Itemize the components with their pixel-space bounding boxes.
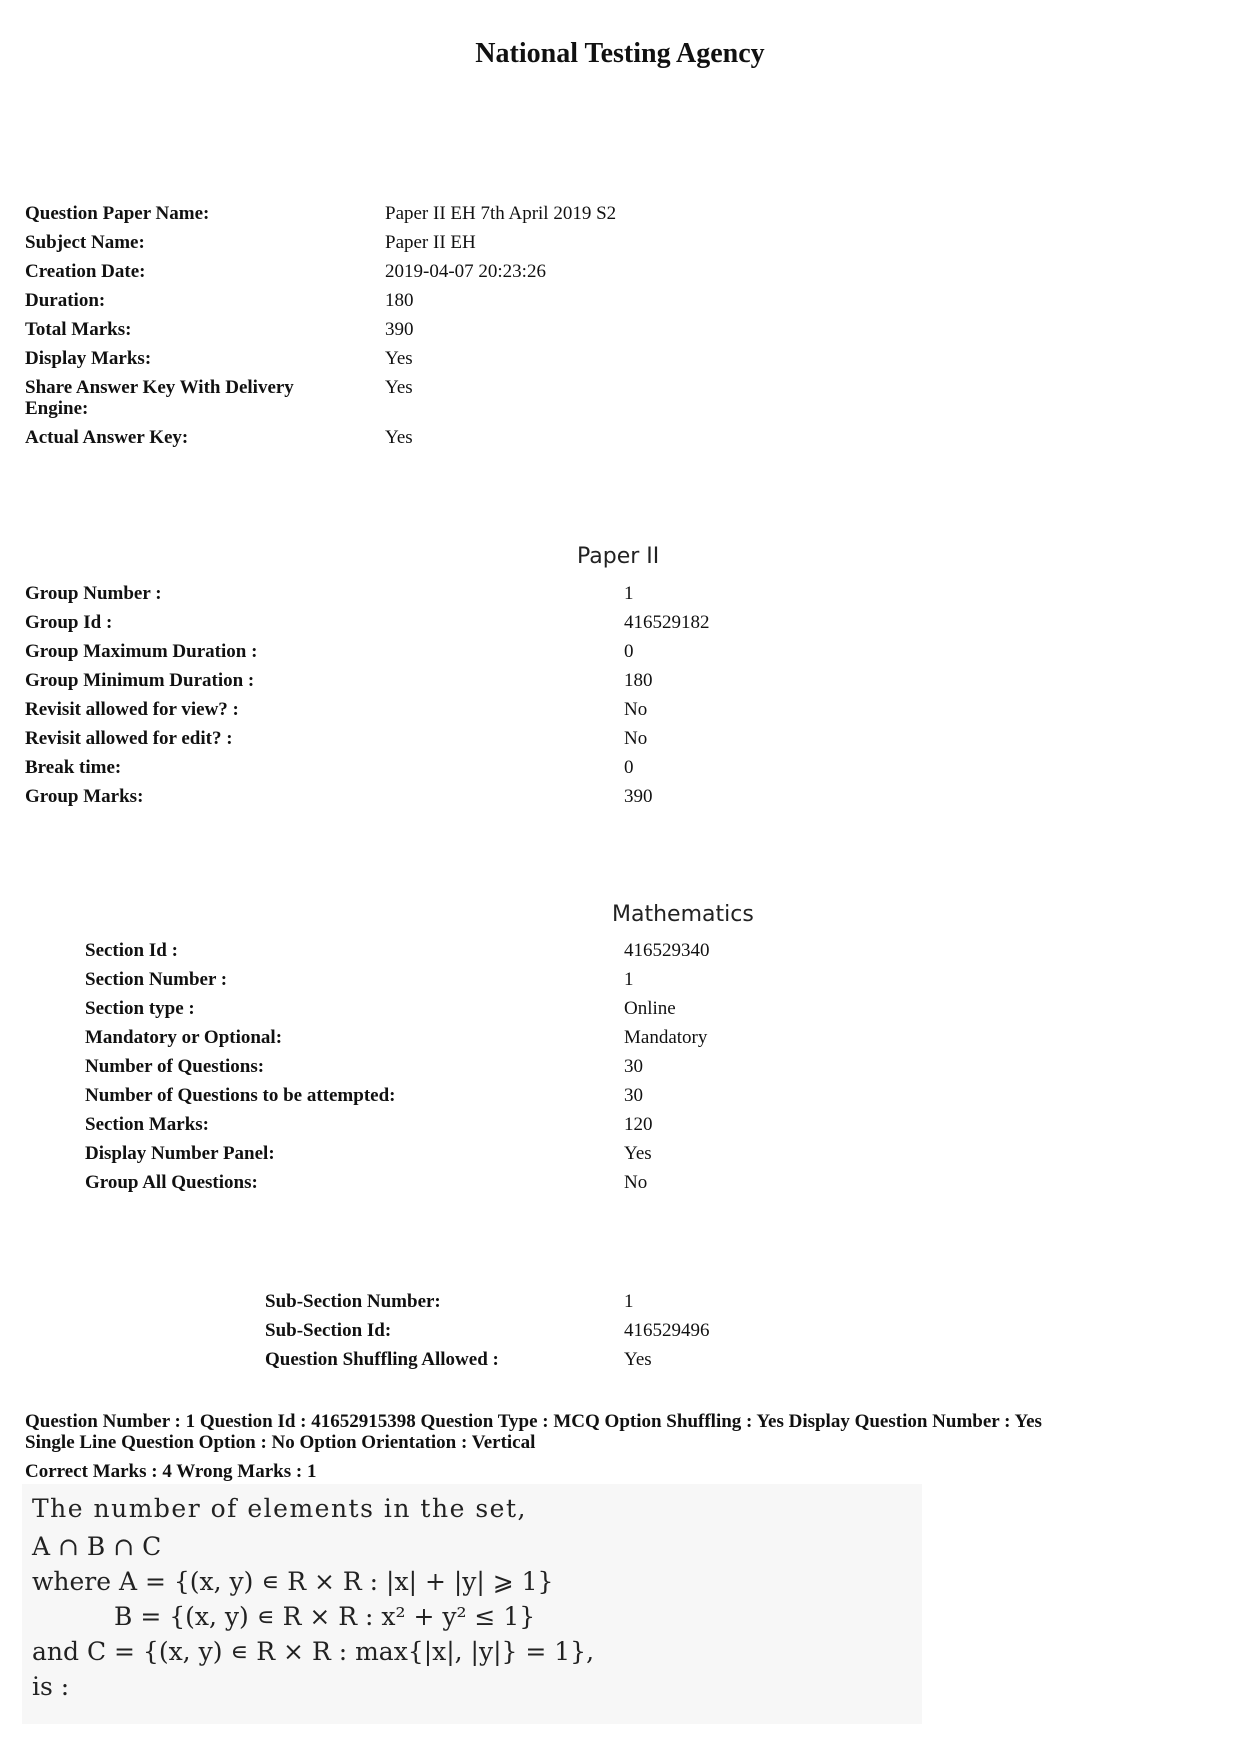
group-max-duration-label: Group Maximum Duration : [25, 641, 258, 662]
question-shuffling-value: Yes [624, 1349, 652, 1370]
revisit-view-value: No [624, 699, 648, 720]
share-answer-key-value: Yes [385, 377, 413, 398]
subsection-number-value: 1 [624, 1291, 634, 1312]
total-marks-label: Total Marks: [25, 319, 132, 340]
section-number-value: 1 [624, 969, 634, 990]
subject-name-value: Paper II EH [385, 232, 476, 253]
question-body [22, 1484, 922, 1724]
question-shuffling-label: Question Shuffling Allowed : [265, 1349, 499, 1370]
display-number-panel-value: Yes [624, 1143, 652, 1164]
mandatory-optional-label: Mandatory or Optional: [85, 1027, 283, 1048]
section-id-label: Section Id : [85, 940, 178, 961]
question-text-line: The number of elements in the set, [32, 1494, 527, 1523]
question-marks-line: Correct Marks : 4 Wrong Marks : 1 [25, 1461, 317, 1482]
page-title: National Testing Agency [475, 38, 765, 69]
display-marks-label: Display Marks: [25, 348, 152, 369]
group-heading: Paper II [577, 544, 660, 569]
group-number-value: 1 [624, 583, 634, 604]
total-marks-value: 390 [385, 319, 414, 340]
paper-name-value: Paper II EH 7th April 2019 S2 [385, 203, 617, 224]
actual-answer-key-value: Yes [385, 427, 413, 448]
revisit-edit-label: Revisit allowed for edit? : [25, 728, 233, 749]
group-min-duration-value: 180 [624, 670, 653, 691]
question-text-line: B = {(x, y) ∊ R × R : x² + y² ≤ 1} [114, 1602, 536, 1631]
group-max-duration-value: 0 [624, 641, 634, 662]
creation-date-label: Creation Date: [25, 261, 146, 282]
subsection-number-label: Sub-Section Number: [265, 1291, 441, 1312]
display-marks-value: Yes [385, 348, 413, 369]
revisit-edit-value: No [624, 728, 648, 749]
subsection-id-label: Sub-Section Id: [265, 1320, 392, 1341]
group-marks-label: Group Marks: [25, 786, 144, 807]
section-heading: Mathematics [612, 902, 754, 927]
section-type-value: Online [624, 998, 676, 1019]
group-min-duration-label: Group Minimum Duration : [25, 670, 255, 691]
question-text-line: where A = {(x, y) ∊ R × R : |x| + |y| ⩾ 1} [32, 1567, 554, 1596]
share-answer-key-label-line1: Share Answer Key With Delivery [25, 377, 294, 398]
group-id-label: Group Id : [25, 612, 113, 633]
creation-date-value: 2019-04-07 20:23:26 [385, 261, 546, 282]
paper-name-label: Question Paper Name: [25, 203, 210, 224]
subsection-id-value: 416529496 [624, 1320, 710, 1341]
section-number-label: Section Number : [85, 969, 228, 990]
subject-name-label: Subject Name: [25, 232, 145, 253]
duration-label: Duration: [25, 290, 106, 311]
break-time-label: Break time: [25, 757, 122, 778]
share-answer-key-label-line2: Engine: [25, 398, 89, 419]
section-id-value: 416529340 [624, 940, 710, 961]
number-of-questions-value: 30 [624, 1056, 643, 1077]
break-time-value: 0 [624, 757, 634, 778]
mandatory-optional-value: Mandatory [624, 1027, 708, 1048]
group-all-questions-label: Group All Questions: [85, 1172, 258, 1193]
questions-to-attempt-value: 30 [624, 1085, 643, 1106]
display-number-panel-label: Display Number Panel: [85, 1143, 275, 1164]
actual-answer-key-label: Actual Answer Key: [25, 427, 189, 448]
number-of-questions-label: Number of Questions: [85, 1056, 265, 1077]
section-marks-label: Section Marks: [85, 1114, 210, 1135]
duration-value: 180 [385, 290, 414, 311]
question-text-line: is : [32, 1672, 70, 1701]
question-text-line: A ∩ B ∩ C [32, 1532, 162, 1561]
group-marks-value: 390 [624, 786, 653, 807]
question-meta-line2: Single Line Question Option : No Option Orientation : Vertical [25, 1432, 536, 1453]
questions-to-attempt-label: Number of Questions to be attempted: [85, 1085, 396, 1106]
group-id-value: 416529182 [624, 612, 710, 633]
question-meta-line1: Question Number : 1 Question Id : 41652915398 Question Type : MCQ Option Shuffling : Yes Display Question Number : Yes [25, 1411, 1042, 1432]
question-text-line: and C = {(x, y) ∊ R × R : max{|x|, |y|} = 1}, [32, 1637, 595, 1666]
group-all-questions-value: No [624, 1172, 648, 1193]
revisit-view-label: Revisit allowed for view? : [25, 699, 239, 720]
section-marks-value: 120 [624, 1114, 653, 1135]
group-number-label: Group Number : [25, 583, 162, 604]
section-type-label: Section type : [85, 998, 195, 1019]
